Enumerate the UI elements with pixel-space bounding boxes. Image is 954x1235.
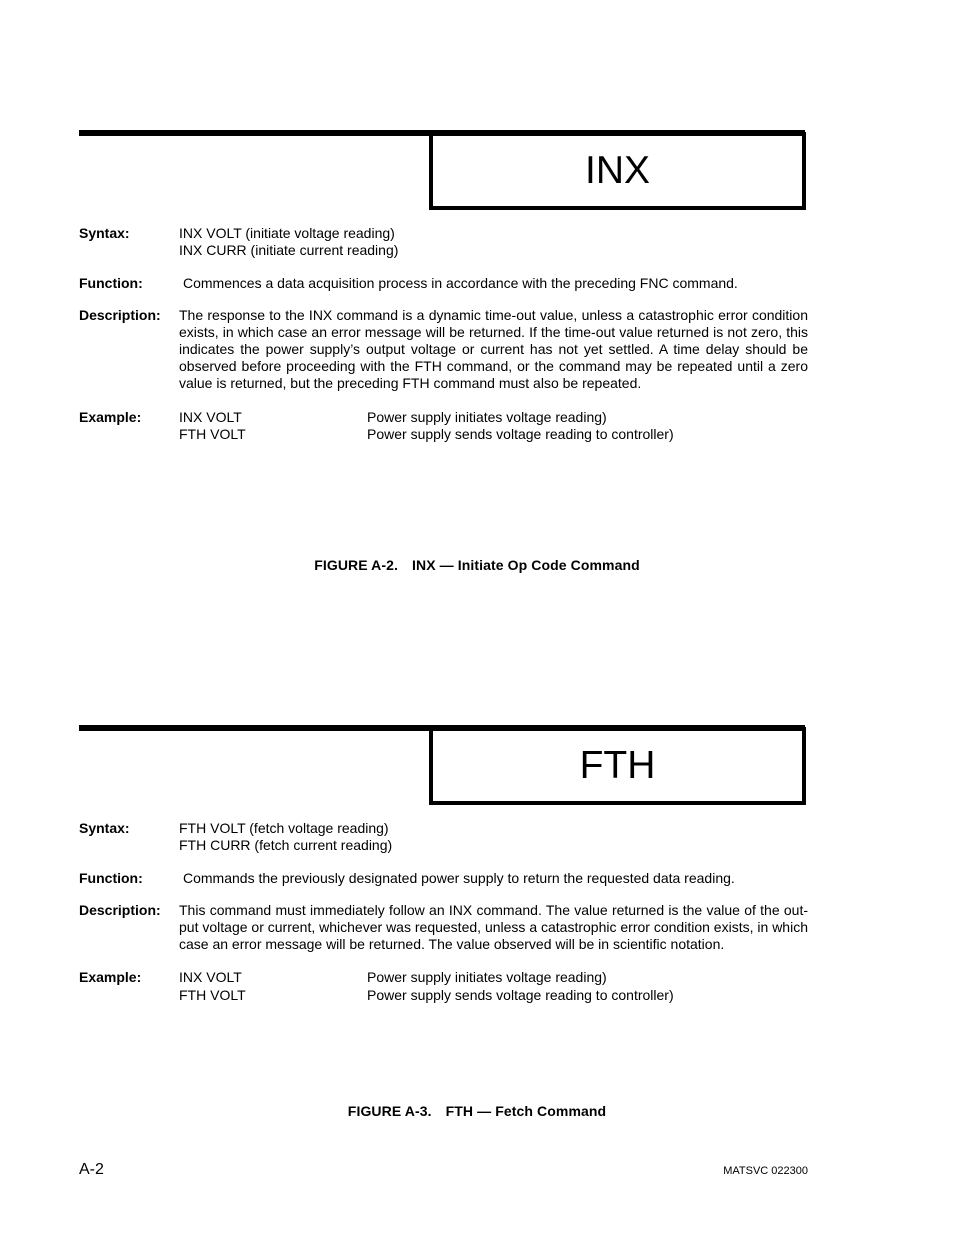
syntax-line: INX CURR (initiate current reading) bbox=[179, 242, 399, 258]
syntax-line: INX VOLT (initiate voltage reading) bbox=[179, 225, 395, 241]
command-title: INX bbox=[584, 149, 650, 192]
example-label: Example: bbox=[79, 969, 142, 985]
syntax-label: Syntax: bbox=[79, 225, 130, 241]
syntax-value bbox=[179, 225, 808, 259]
figure-caption bbox=[0, 1103, 954, 1119]
figure-caption bbox=[0, 557, 954, 573]
document-code: MATSVC 022300 bbox=[723, 1165, 808, 1177]
description-text: The response to the INX command is a dynamic time-out value, unless a catastrophic error condition exists, in which case an error message will be returned. If the time-out value returned is not zero, this indicates the power supply’s output voltage or current has not yet settled. A time delay should be observed before proceeding with the FTH command, or the command may be repeated until a zero value is returned, but the preceding FTH command must also be repeated. bbox=[179, 307, 808, 391]
syntax-label: Syntax: bbox=[79, 820, 130, 836]
example-command: FTH VOLT bbox=[179, 426, 246, 442]
example-description: Power supply sends voltage reading to controller) bbox=[367, 426, 674, 442]
figure-title: FTH — Fetch Command bbox=[445, 1103, 607, 1119]
function-label: Function: bbox=[79, 275, 143, 291]
function-text: Commands the previously designated power supply to return the requested data reading. bbox=[183, 870, 735, 886]
command-title: FTH bbox=[579, 744, 656, 787]
description-label: Description: bbox=[79, 307, 161, 323]
example-label: Example: bbox=[79, 409, 142, 425]
figure-number: FIGURE A-2. bbox=[314, 557, 398, 573]
description-text: This command must immediately follow an INX command. The value returned is the value of the out-put voltage or current, whichever was requested, unless a catastrophic error condition exists, in which case an error message will be returned. The value observed will be in scientific notation. bbox=[179, 902, 808, 952]
function-label: Function: bbox=[79, 870, 143, 886]
syntax-line: FTH CURR (fetch current reading) bbox=[179, 837, 393, 853]
example-description: Power supply initiates voltage reading) bbox=[367, 969, 607, 985]
figure-number: FIGURE A-3. bbox=[347, 1103, 432, 1119]
example-command: INX VOLT bbox=[179, 409, 242, 425]
command-title-box bbox=[429, 727, 806, 805]
example-description: Power supply initiates voltage reading) bbox=[367, 409, 607, 425]
example-command: INX VOLT bbox=[179, 969, 242, 985]
example-description: Power supply sends voltage reading to controller) bbox=[367, 987, 674, 1003]
page-number: A-2 bbox=[79, 1161, 104, 1178]
syntax-line: FTH VOLT (fetch voltage reading) bbox=[179, 820, 389, 836]
description-label: Description: bbox=[79, 902, 161, 918]
syntax-value bbox=[179, 820, 808, 854]
function-text: Commences a data acquisition process in accordance with the preceding FNC command. bbox=[183, 275, 738, 291]
figure-title: INX — Initiate Op Code Command bbox=[412, 557, 640, 573]
example-command: FTH VOLT bbox=[179, 987, 246, 1003]
command-title-box bbox=[429, 132, 806, 210]
